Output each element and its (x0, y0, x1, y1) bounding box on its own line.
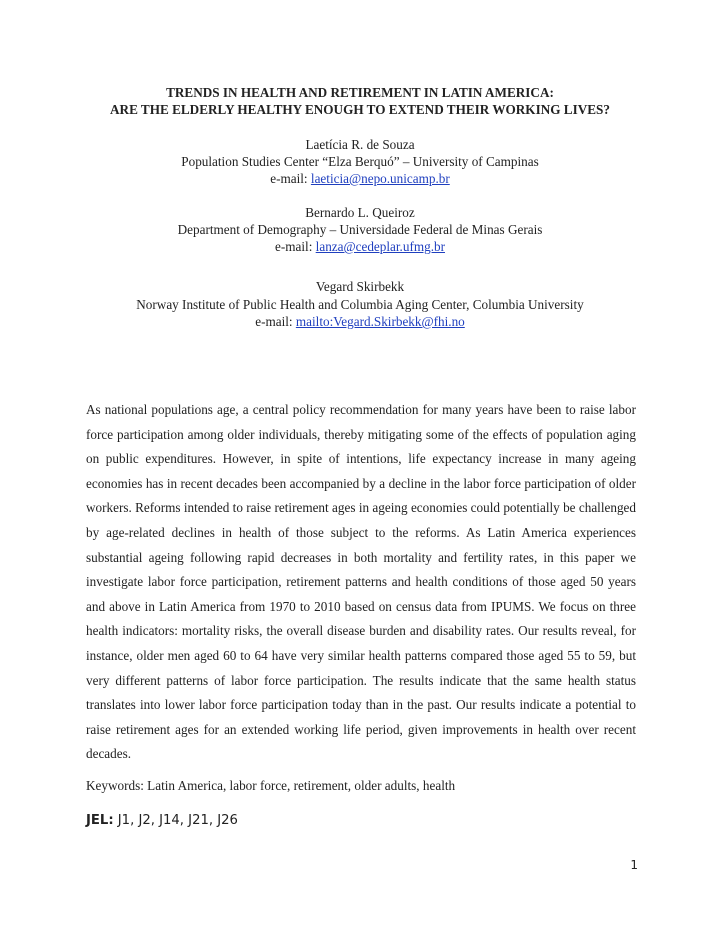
author-3-affiliation: Norway Institute of Public Health and Columbia Aging Center, Columbia University (136, 297, 584, 312)
author-1-affiliation: Population Studies Center “Elza Berquó” – University of Campinas (181, 154, 539, 169)
jel-line (86, 812, 238, 829)
author-2-email-label: e-mail: (275, 239, 316, 254)
jel-label: JEL: (86, 813, 114, 828)
author-1-email-line (0, 170, 720, 187)
author-2-name: Bernardo L. Queiroz (305, 205, 415, 220)
abstract-paragraph: As national populations age, a central policy recommendation for many years have been to raise labor force participation among older individuals, thereby mitigating some of the effects of population aging on public expenditures. However, in spite of intentions, life expectancy increase in many ageing economies has in recent decades been accompanied by a decline in the labor force participation of older workers. Reforms intended to raise retirement ages in ageing economies could potentially be challenged by age-related declines in health of those subject to the reforms. As Latin America experiences substantial ageing following rapid decreases in both mortality and fertility rates, in this paper we investigate labor force participation, retirement patterns and health conditions of those aged 50 years and above in Latin America from 1970 to 2010 based on census data from IPUMS. We focus on three health indicators: mortality risks, the overall disease burden and disability rates. Our results reveal, for instance, older men aged 60 to 64 have very similar health patterns compared those aged 55 to 59, but very different patterns of labor force participation. The results indicate that the same health status translates into lower labor force participation today than in the past. Our results indicate a potential to raise retirement ages for an extended working life period, given improvements in health over recent decades. (86, 402, 636, 762)
paper-title-line-2: ARE THE ELDERLY HEALTHY ENOUGH TO EXTEND THEIR WORKING LIVES? (110, 102, 610, 117)
author-2-email-line (0, 238, 720, 255)
author-1-email-link[interactable]: laeticia@nepo.unicamp.br (310, 171, 450, 186)
author-3-email-link[interactable]: mailto:Vegard.Skirbekk@fhi.no (295, 314, 465, 329)
paper-title (0, 84, 720, 118)
author-2-email-link[interactable]: lanza@cedeplar.ufmg.br (315, 239, 445, 254)
author-1-name: Laetícia R. de Souza (305, 137, 415, 152)
author-3-email-label: e-mail: (255, 314, 296, 329)
author-1-email-label: e-mail: (270, 171, 311, 186)
keywords-line: Keywords: Latin America, labor force, retirement, older adults, health (86, 778, 456, 793)
page-number: 1 (630, 858, 638, 872)
jel-codes: J1, J2, J14, J21, J26 (117, 813, 238, 828)
paper-title-line-1: TRENDS IN HEALTH AND RETIREMENT IN LATIN AMERICA: (166, 85, 554, 100)
author-3-email-line (0, 313, 720, 330)
author-3-name: Vegard Skirbekk (315, 279, 405, 294)
author-2-affiliation: Department of Demography – Universidade Federal de Minas Gerais (177, 222, 543, 237)
